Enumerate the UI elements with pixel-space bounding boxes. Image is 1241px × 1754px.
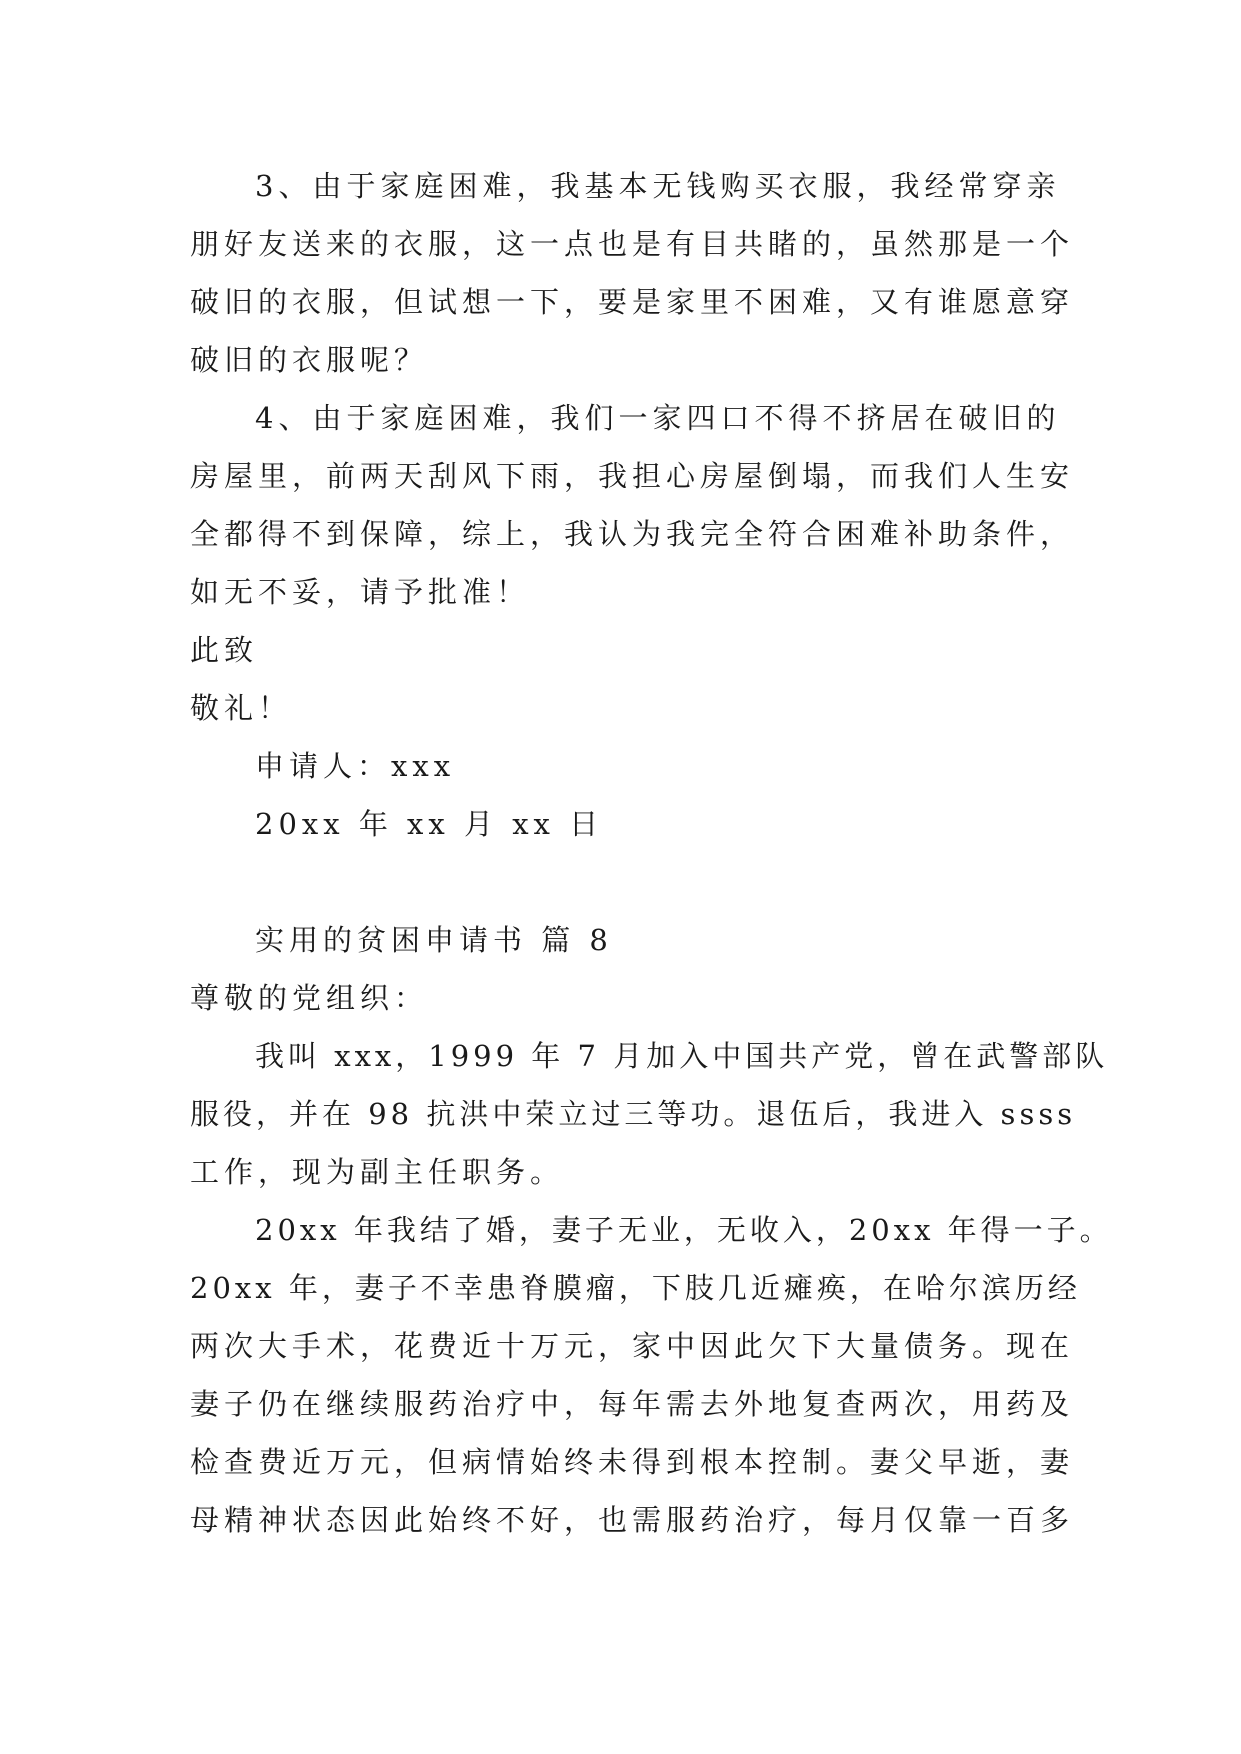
paragraph-6-line-2: 20xx 年，妻子不幸患脊膜瘤，下肢几近瘫痪，在哈尔滨历经 — [190, 1271, 1081, 1305]
paragraph-3-line-1: 3、由于家庭困难，我基本无钱购买衣服，我经常穿亲 — [255, 169, 1061, 203]
applicant-signature: 申请人：xxx — [255, 749, 456, 783]
closing-regards: 敬礼！ — [190, 691, 293, 725]
paragraph-6-line-4: 妻子仍在继续服药治疗中，每年需去外地复查两次，用药及 — [190, 1387, 1075, 1421]
paragraph-4-line-3: 全都得不到保障，综上，我认为我完全符合困难补助条件， — [190, 517, 1075, 551]
paragraph-5-line-1: 我叫 xxx，1999 年 7 月加入中国共产党，曾在武警部队 — [255, 1039, 1109, 1073]
paragraph-6-line-5: 检查费近万元，但病情始终未得到根本控制。妻父早逝，妻 — [190, 1445, 1075, 1479]
signature-date: 20xx 年 xx 月 xx 日 — [255, 807, 604, 841]
paragraph-4-line-4: 如无不妥，请予批准！ — [190, 575, 531, 609]
section-title: 实用的贫困申请书 篇 8 — [255, 923, 613, 957]
paragraph-3-line-3: 破旧的衣服，但试想一下，要是家里不困难，又有谁愿意穿 — [190, 285, 1075, 319]
closing-salutation: 此致 — [190, 633, 259, 667]
paragraph-4-line-1: 4、由于家庭困难，我们一家四口不得不挤居在破旧的 — [255, 401, 1061, 435]
paragraph-5-line-3: 工作，现为副主任职务。 — [190, 1155, 565, 1189]
paragraph-3-line-2: 朋好友送来的衣服，这一点也是有目共睹的，虽然那是一个 — [190, 227, 1075, 261]
paragraph-5-line-2: 服役，并在 98 抗洪中荣立过三等功。退伍后，我进入 ssss — [190, 1097, 1077, 1131]
paragraph-3-line-4: 破旧的衣服呢？ — [190, 343, 429, 377]
paragraph-6-line-3: 两次大手术，花费近十万元，家中因此欠下大量债务。现在 — [190, 1329, 1075, 1363]
paragraph-6-line-1: 20xx 年我结了婚，妻子无业，无收入，20xx 年得一子。 — [255, 1213, 1113, 1247]
paragraph-6-line-6: 母精神状态因此始终不好，也需服药治疗，每月仅靠一百多 — [190, 1503, 1075, 1537]
paragraph-4-line-2: 房屋里，前两天刮风下雨，我担心房屋倒塌，而我们人生安 — [190, 459, 1075, 493]
letter-greeting: 尊敬的党组织： — [190, 981, 429, 1015]
